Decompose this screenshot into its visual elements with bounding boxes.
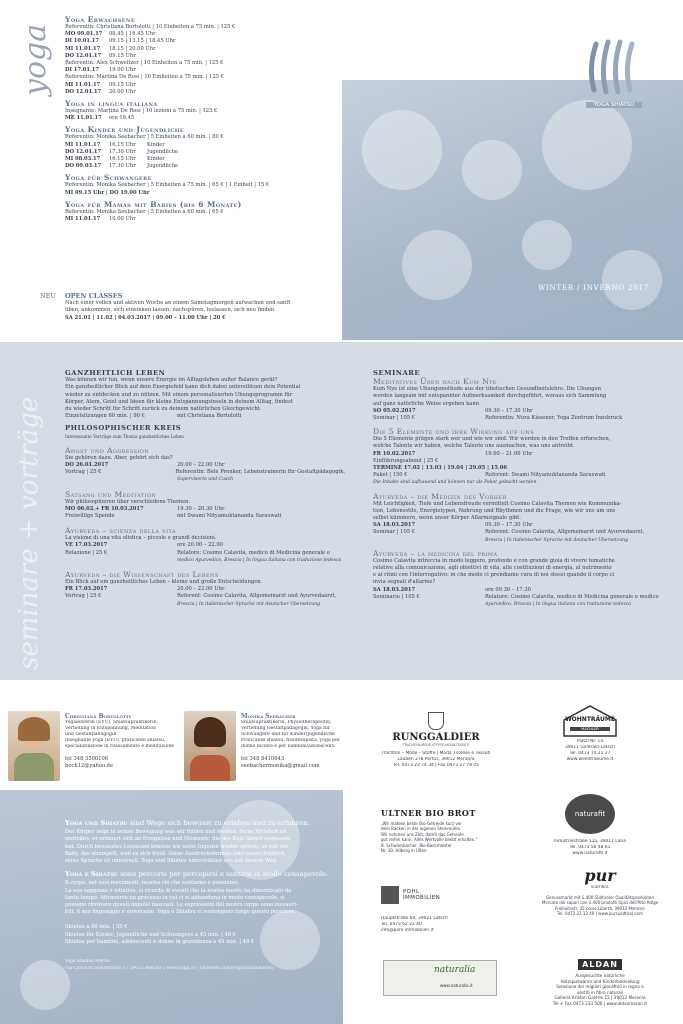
sponsor-logo-text: naturalia bbox=[434, 965, 476, 975]
open-dates: SA 21.01 | 11.02 | 04.03.2017 | 09.00 – 11.00 Uhr | 20 € bbox=[65, 314, 226, 321]
price-line: Shiatsu à 60 min. | 55 € bbox=[65, 924, 128, 931]
referent-line: Referentin: Martina De Rosi | 10 Einheiten à 75 min. | 125 € bbox=[65, 74, 225, 81]
teacher-bio: donne incinte e per bambini/adolescenti bbox=[241, 744, 335, 750]
body-line: Ein ganzheitlicher Blick auf dein Energiefeld kann dich dabei unterstützen dein Potential bbox=[65, 384, 301, 391]
date-row: MO 09.01.17 08.45 | 16.45 Uhr bbox=[65, 31, 156, 38]
sponsors bbox=[343, 690, 683, 1024]
sponsor-logo-text: ALDAN bbox=[578, 959, 622, 970]
body-line: invia segnali d'allarme? bbox=[373, 579, 436, 586]
about-line: tanto tempo. Attraverso un processo in cui ci si abbandona in modo consapevole, si bbox=[65, 894, 285, 901]
date-row: MI 11.01.17 16.15 Uhr Kinder bbox=[65, 141, 165, 148]
price-line: Shiatsu per bambini, adolescenti e donne in gravidanza à 45 min. | 48 € bbox=[65, 938, 255, 945]
body-line: Ein Blick auf ein ganzheitliches Leben – kleine und große Entscheidungen. bbox=[65, 579, 263, 586]
sponsor-brot bbox=[381, 808, 501, 853]
price-row: Freiwillige Spende mit Swami Nityamuktananda Saraswati bbox=[65, 513, 282, 520]
logo-mark-icon bbox=[586, 38, 642, 98]
sponsor-line: dem Backen in der eigenen Steinmühle. bbox=[381, 826, 462, 832]
sponsor-line: Tel. 0473 56 48 61 bbox=[569, 845, 611, 850]
sponsor-line: Tel. 0473 23 12 40 | www.pursuedtirol.com bbox=[557, 911, 643, 917]
sponsor-line: „Wir mahlen beste Bio-Getreide kurz vor bbox=[381, 821, 462, 826]
body-line: tion, Lebensstile, Energietypen, Nahrung und Rhythmen und die Frage, wie wir uns um uns bbox=[373, 507, 616, 514]
sponsor-tagline: MACHLER bbox=[570, 727, 610, 731]
yoga-side-title: yoga bbox=[18, 23, 53, 96]
sponsor-tagline: TRACHTEN-MODE-STOFFE-MODA-TESSUTI bbox=[402, 743, 470, 747]
open-text: üben, ankommen, sich einsinken lassen, nachspüren, loslassen, sich neu finden. bbox=[65, 307, 276, 314]
date-row: SO 05.02.2017 09.30 – 17.30 Uhr bbox=[373, 407, 533, 414]
date-row: MI 08.03.17 16.15 Uhr Kinder bbox=[65, 156, 165, 163]
teacher-bio: Praticante shiatsu, fisioterapista, yoga per bbox=[241, 738, 341, 744]
teacher-bio: Insegnante yoga (EYU), praticante shiatsu, bbox=[65, 738, 166, 744]
sponsor-line: vestiti in fibre naturali bbox=[576, 989, 624, 995]
date-row: DO 26.01.2017 20.00 – 22.00 Uhr bbox=[65, 462, 225, 469]
date-row: DO 12.01.17 20.00 Uhr bbox=[65, 88, 136, 95]
about-line: hat. Durch bewusstes Loslassen können wir seine Impulse wieder spüren, so wie ein bbox=[65, 843, 288, 850]
sponsor-line: Platzl Nr. 14 bbox=[576, 739, 604, 744]
sponsor-line: Galleria Ariston Galerie 15 | 39012 Meran/o bbox=[554, 995, 646, 1001]
referent-line: Referentin: Christiana Bortolotti | 10 Einheiten à 75 min. | 125 € bbox=[65, 24, 236, 30]
section-title: Yoga in lingua italiana bbox=[65, 99, 158, 109]
teacher-phone: tel 348 3500106 bbox=[65, 756, 109, 763]
sponsor-line: Tel. 0473 74 21 27 bbox=[569, 751, 611, 756]
crest-icon bbox=[428, 712, 444, 730]
date-row: DI 10.01.17 09.15 | 13.15 | 18.45 Uhr bbox=[65, 38, 176, 45]
sponsor-line: Mercato dei sapori con ü 400 prodotti tipici dell'Alto Adige bbox=[541, 900, 659, 906]
sponsor-line: Industriestraße 11a, 39011 Lana bbox=[554, 839, 626, 844]
ref-detail: medico Ayurvedico, Brescia | In lingua italiana con traduzione tedesca bbox=[177, 557, 342, 563]
about-line: seine Sprache ist universell. Yoga und Shiatsu unterstützen uns auf diesem Weg. bbox=[65, 858, 278, 865]
sponsor-logo-text: POHL IMMOBILIEN bbox=[403, 889, 441, 901]
teacher-bio: Vertiefung in Entspannung, Meditation bbox=[65, 726, 157, 732]
talk-angst bbox=[65, 446, 345, 484]
body-line: Was können wir tun, wenn unsere Energie im Alltagsleben außer Balance gerät? bbox=[65, 377, 278, 384]
ref-detail: Brescia | In italienischer Sprache mit deutscher Übersetzung bbox=[485, 537, 629, 543]
sponsor-tagline: SÜDTIROL bbox=[590, 885, 610, 889]
price-row: Paket | 150 € Referent: Swami Nityamuktananda Saraswati bbox=[373, 472, 606, 479]
sponsor-logo-text: WOHNTRÄUME bbox=[565, 716, 615, 723]
intro-row: Einführungsabend | 25 € bbox=[373, 457, 439, 464]
teacher-bio: Yogalehrerin (EYU), Shiatsupraktikerin, bbox=[65, 720, 159, 726]
sponsor-line: Hauptstraße 60, 39021 Latsch bbox=[381, 916, 448, 921]
body-line: relative alla comunicazione, agli obiettivi di vita, alle costituzioni di energia, al nutrimento bbox=[373, 565, 612, 572]
about-line: Der Körper zeigt in seiner Bewegung was wir fühlen und denken. Seine Weisheit ist bbox=[65, 829, 287, 836]
teacher-email[interactable]: boch12@yahoo.de bbox=[65, 763, 114, 770]
section-title: Satsang und Meditation bbox=[65, 489, 157, 499]
sponsor-line: Nr. 30, Hilberg in Ulten bbox=[381, 848, 427, 854]
ref-detail: Brescia | In italienischer Sprache mit deutscher Übersetzung bbox=[177, 601, 321, 607]
body-line: Cosimo Calavita intreccia in modo leggero, profondo e con grande gioia di vivere tematiche bbox=[373, 557, 615, 564]
about-lead: sind Wege sich bewusst zu erleben und zu erfahren. bbox=[129, 820, 310, 827]
about-lead: sono percorsi per percepirsi e sentirsi in modo consapevole. bbox=[120, 871, 329, 879]
season-label: WINTER / INVERNO 2017 bbox=[538, 284, 649, 292]
ref-detail: Supervisorin und Coach bbox=[177, 477, 234, 483]
section-title: Yoga Kinder und Jugendliche bbox=[65, 125, 185, 135]
section-title: Yoga für Mamas mit Babies (bis 6 Monate) bbox=[65, 199, 242, 209]
body-line: werden langsam mit entspannter Aufmerksamkeit durchgeführt, woraus sich Sammlung bbox=[373, 393, 607, 400]
body-line: e ai ritmi con l'interrogativo: in che modo ci prendiamo cura di noi stessi quando il corpo ci bbox=[373, 572, 615, 579]
open-classes bbox=[40, 293, 340, 322]
section-title: Die 5 Elemente und ihre Wirkung auf uns bbox=[373, 427, 535, 437]
section-title: Angst und Aggression bbox=[65, 445, 150, 455]
price-row: Seminar | 105 € Referent: Cosimo Calavita, Allgemeinarzt und Ayurvedaarzt, bbox=[373, 529, 645, 536]
section-title: OPEN CLASSES bbox=[65, 293, 123, 300]
date-row: MO 06.02.+ FR 10.03.2017 19.30 – 20.30 Uhr bbox=[65, 505, 225, 512]
section-title: Meditatives Üben nach Kum Nye bbox=[373, 377, 497, 387]
sponsor-logo-text: RUNGGALDIER bbox=[392, 732, 480, 743]
date-row: SA 18.03.2017 ore 09.30 – 17.30 bbox=[373, 586, 531, 593]
date-row: FR 17.03.2017 20.00 – 22.00 Uhr bbox=[65, 586, 225, 593]
date-row: FR 10.02.2017 19.00 – 21.00 Uhr bbox=[373, 450, 533, 457]
body-line: auf ganz natürliche Weise ergeben kann. bbox=[373, 400, 481, 407]
about-title: Yoga und Shiatsu bbox=[65, 820, 128, 827]
seminare-left-column bbox=[65, 370, 345, 608]
footer-contact: Via Cavour/Cavourstraße 37 39012 Merano | www.yoga.cc | facebook.com/yogashiatsumeran bbox=[65, 966, 273, 972]
sponsor-line: www.naturafit.it bbox=[572, 851, 608, 856]
teacher-name: Christiana Bortolotti bbox=[65, 713, 131, 720]
referent-line: Insegnante: Martina De Rosi | 10 lezioni à 75 min. | 125 € bbox=[65, 108, 218, 115]
sponsor-logo-text: ULTNER BIO BROT bbox=[381, 808, 476, 818]
sponsor-line: gut reifen kann. Alles Wertvolle bleibt erhalten.“ bbox=[381, 837, 478, 843]
teacher-phone: tel 348 8410643 bbox=[241, 756, 285, 763]
sponsor-pohl bbox=[381, 886, 501, 934]
avatar bbox=[184, 711, 236, 781]
section-subtitle: Interessante Vorträge zum Thema ganzheitliches Leben bbox=[65, 433, 184, 439]
body-line: wieder zu entdecken und zu nützen. Mit einem personalisierten Übungsprogramm für bbox=[65, 391, 293, 398]
body-line: du wieder Schritt für Schritt zurück zu deinem natürlichen Gleichgewicht. bbox=[65, 406, 262, 413]
date-row: DO 12.01.17 09.15 Uhr bbox=[65, 52, 136, 59]
open-text: Nach einer vollen und aktiven Woche an einem Samstagmorgen aufwachen und sanft bbox=[65, 300, 291, 307]
yoga-shiatsu-logo bbox=[586, 38, 642, 110]
section-title: Ayurveda – die Medizin des Vorher bbox=[373, 491, 507, 501]
avatar bbox=[8, 711, 60, 781]
referent-line: Referentin: Monika Seebacher | 5 Einheiten à 60 min. | 65 € bbox=[65, 208, 224, 215]
about-line: Baby, das strampelt, weil es sich freut. Seine Ausdrucksformen sind unerschöpflich, bbox=[65, 850, 287, 857]
sponsor-aldan bbox=[525, 952, 675, 1007]
referent-line: Referentin: Monika Seebacher | 5 Einheiten à 60 min. | 80 € bbox=[65, 134, 224, 141]
sponsor-line: Tel. 0473 62 22 40 bbox=[381, 922, 422, 927]
date-row: DO 12.01.17 17.30 Uhr Jugendliche bbox=[65, 148, 179, 155]
sponsor-wohntraeume bbox=[525, 704, 655, 763]
teachers bbox=[8, 705, 343, 790]
talk-wissenschaft bbox=[65, 570, 345, 608]
talk-satsang bbox=[65, 490, 345, 521]
yoga-schedule bbox=[65, 15, 343, 223]
section-title: Ayurveda – scienza della vita bbox=[65, 526, 177, 536]
teacher-name: Monika Seebacher bbox=[241, 713, 296, 720]
date-row: DI 17.01.17 19.00 Uhr bbox=[65, 67, 136, 74]
date-row: MI 11.01.17 10.00 Uhr bbox=[65, 216, 136, 223]
body-line: selbst kümmern, wenn unser Körper Allarmsignale gibt. bbox=[373, 515, 521, 522]
body-line: La visione di una vita olistica – piccole e grandi decisioni. bbox=[65, 535, 217, 542]
sponsor-line: Wir nehmen uns Zeit, damit das Getreide bbox=[381, 831, 464, 837]
sponsor-line: Ausgesuchte natürliche bbox=[575, 973, 625, 978]
sponsor-line: Lauben 278 Portici, 39012 Meran/o bbox=[397, 757, 475, 762]
note: Die Inhalte sind aufbauend und können nur als Paket gebucht werden bbox=[373, 480, 537, 486]
about-line: Il corpo, nei suoi movimenti, mostra ciò che sentiamo e pensiamo. bbox=[65, 880, 240, 887]
about-title: Yoga e Shiatsu bbox=[65, 871, 119, 879]
sponsor-url[interactable]: www.naturalia.it bbox=[440, 983, 473, 988]
date-row: ME 11.01.17 ore 19.45 bbox=[65, 115, 135, 122]
body-line: Körper, Atem, Geist und Ideen für kleine Entspannungsinseln in deinem Alltag, findest bbox=[65, 398, 293, 405]
sponsor-logo-text: pur bbox=[584, 866, 616, 885]
sponsor-line: www.wohntraeume.it bbox=[566, 757, 614, 762]
sponsor-line: Genussmarkt mit ü 400 Südtiroler Qualitätsprodukten bbox=[546, 895, 654, 900]
date-row: DO 09.03.17 17.30 Uhr Jugendliche bbox=[65, 163, 179, 170]
sponsor-naturafit bbox=[525, 794, 655, 857]
seminare-right-column bbox=[373, 370, 673, 608]
footer-name: Yoga Shiatsu Meran bbox=[65, 959, 110, 965]
teacher-bio: Schwangere und für Kinder/Jugendliche bbox=[241, 732, 335, 738]
price-row: Seminario | 105 € Relatore: Cosimo Calavita, medico di Medicina generale e medico bbox=[373, 593, 659, 600]
cover-panel bbox=[342, 80, 683, 340]
body-line: Kum Nye ist eine Übungsmethode aus der tibetischen Gesundheitslehre. Die Übungen bbox=[373, 386, 602, 393]
section-title: Ayurveda – la medicina del prima bbox=[373, 548, 498, 558]
seminare-label: SEMINARE bbox=[373, 370, 421, 377]
neu-label: NEU bbox=[40, 293, 56, 300]
about-text bbox=[65, 820, 335, 972]
ref-detail: Ayurvedico, Brescia | In lingua italiana con traduzione tedesca bbox=[485, 602, 631, 608]
sponsor-line: Tel + Fax 0473 233 500 | www.aldanmeran.it bbox=[552, 1000, 648, 1006]
referent-line: Referentin: Monika Seebacher | 5 Einheiten à 75 min. | 65 € | 1 Einheit | 15 € bbox=[65, 182, 270, 189]
sponsor-runggaldier bbox=[361, 712, 511, 769]
teacher-email[interactable]: seebachermonika@gmail.com bbox=[241, 763, 320, 770]
date-row: MI 11.01.17 09.15 Uhr bbox=[65, 81, 136, 88]
about-line: possono ritrovare questi impulsi nascosti. Le espressioni del nostro corpo sono inesauri- bbox=[65, 902, 298, 909]
body-line: welche Talente wir haben, welche Talente uns ausmachen, was uns antreibt. bbox=[373, 443, 575, 450]
section-title: GANZHEITLICH LEBEN bbox=[65, 370, 166, 377]
price-line: Shiatsu für Kinder, Jugendliche und Schwangere à 45 min. | 48 € bbox=[65, 931, 237, 938]
teacher-bio: und Gestaltpädagogik bbox=[65, 732, 117, 738]
referent-line: Referentin: Alex Schweitzer | 10 Einheiten à 75 min. | 125 € bbox=[65, 60, 224, 67]
body-line: Wir philosophieren über verschiedene Themen. bbox=[65, 498, 191, 505]
sponsor-line: B. Schwienbacher, Bio-Backmeister bbox=[381, 842, 452, 848]
section-title: PHILOSOPHISCHER KREIS bbox=[65, 425, 182, 433]
sponsor-line: Tel. 0473 23 74 34 | Fax 0473 27 78 05 bbox=[393, 763, 479, 768]
teacher-bio: specializzazione in rilassamento e meditazione bbox=[65, 744, 175, 750]
body-line: Sie gehören dazu. Aber, gehört sich das? bbox=[65, 454, 173, 461]
section-title: Yoga Erwachsene bbox=[65, 15, 136, 24]
termine-row: TERMINE 17.02 | 13.03 | 19.04 | 29.05 | 15.06 bbox=[373, 465, 508, 472]
about-line: instinktiv, er erinnert sich an Ereignisse und Momente, die der Kopf längst vergessen bbox=[65, 836, 291, 843]
sponsor-naturalia bbox=[383, 960, 497, 996]
sponsor-line: Trachten – Mode – Stoffe | Moda Tirolese e Tessuti bbox=[381, 751, 491, 756]
section-title: Yoga für Schwangere bbox=[65, 173, 152, 183]
sponsor-line: Selezione dei migliori giocattoli in legno e bbox=[556, 984, 644, 990]
teacher-bio: Shiatsupraktikerin, Physiotherapeutin, bbox=[241, 720, 332, 726]
body-line: Mit Leichtigkeit, Tiefe und Lebensfreude vermittelt Cosimo Calavita Themen wie Kommunika- bbox=[373, 500, 622, 507]
sponsor-line: Freiheitsstr. 35 corso Libertà, 39012 Meran/o bbox=[555, 905, 645, 911]
price-row: Seminar | 105 € Referentin: Nura Kissener, Yoga Zentrum Innsbruck bbox=[373, 415, 623, 422]
sponsor-line: 39011 Goldrain-Latsch bbox=[565, 745, 615, 750]
section-title: Ayurveda – die Wissenschaft des Lebens bbox=[65, 570, 219, 580]
date-row: MI 09.15 Uhr | DO 19.00 Uhr bbox=[65, 189, 150, 196]
teacher-bio: Vertiefung Gestaltpädagogik, Yoga für bbox=[241, 726, 331, 732]
pohl-logo-icon bbox=[381, 886, 399, 904]
price-row: Relazione | 25 € Relatore: Cosimo Calavita, medico di Medicina generale e bbox=[65, 549, 330, 556]
date-row: MI 11.01.17 18.15 | 20.00 Uhr bbox=[65, 45, 156, 52]
body-line: Die 5 Elemente prägen stark wer und wie wir sind. Wir werden in den Treffen erforschen, bbox=[373, 436, 611, 443]
price-row: Vortrag | 25 € Referent: Cosimo Calavita, Allgemeinarzt und Ayurvedaarzt, bbox=[65, 593, 337, 600]
date-row: VE 17.03.2017 ore 20.00 – 22.00 bbox=[65, 542, 223, 549]
talk-scienza bbox=[65, 526, 345, 564]
sponsor-line: info@pohl-immobilien.it bbox=[381, 928, 434, 933]
price-row: Vortrag | 25 € Referentin: Bele Prenker, Lebenstrainerin für Gestaltpädagogik, bbox=[65, 469, 345, 476]
naturafit-logo: naturafit bbox=[565, 794, 615, 834]
date-row: SA 18.03.2017 09.30 – 17.30 Uhr bbox=[373, 522, 533, 529]
price-row: Einzelsitzungen 60 min. | 90 € mit Christiana Bortolotti bbox=[65, 413, 242, 420]
logo-text: YOGA SHIATSU bbox=[586, 102, 642, 108]
about-line: La sua saggezza è istintiva, si ricorda di eventi che la nostra mente ha dimenticato da bbox=[65, 887, 292, 894]
sponsor-line: Holzspielwaren und Kinderbekleidung bbox=[560, 978, 640, 984]
sponsor-pur bbox=[525, 866, 675, 917]
about-line: bili, il suo linguaggio è universale. Yoga e Shiatsu ci sostengono lungo questo percorso. bbox=[65, 909, 296, 916]
seminare-side-title: seminare + vorträge bbox=[14, 396, 44, 670]
